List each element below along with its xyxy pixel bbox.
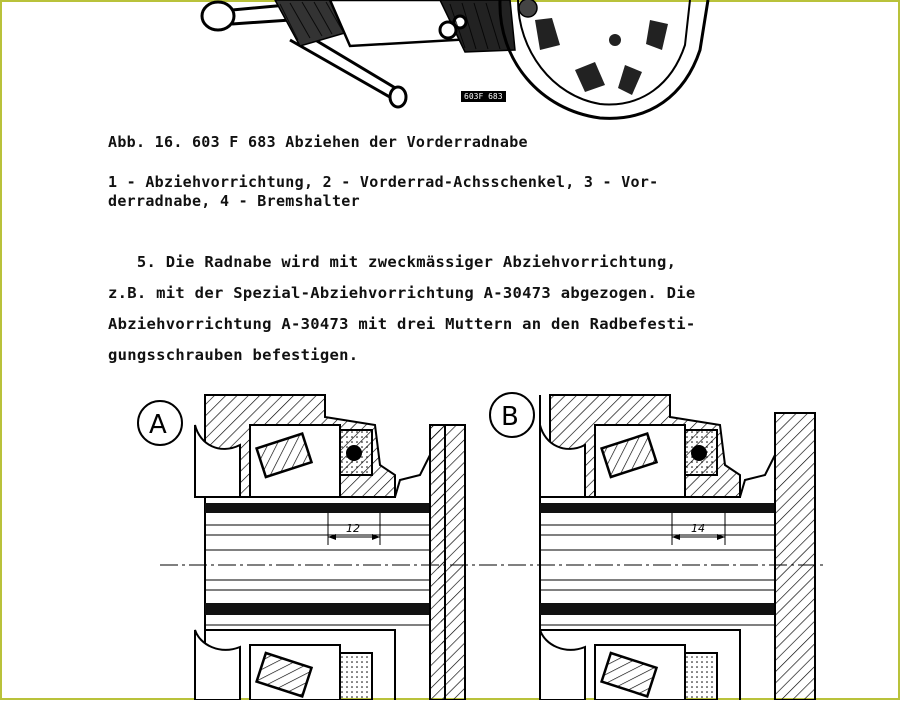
- legend-line: derradnabe, 4 - Bremshalter: [108, 192, 360, 210]
- diagram-a-dimension: 12: [346, 522, 360, 535]
- diagram-a: [138, 395, 465, 700]
- instruction-paragraph: [108, 247, 868, 371]
- figure-caption: Abb. 16. 603 F 683 Abziehen der Vorderradnabe: [108, 133, 528, 151]
- diagram-b-dimension: 14: [691, 522, 705, 535]
- hub-puller-illustration: [180, 0, 720, 122]
- paragraph-line: z.B. mit der Spezial-Abziehvorrichtung A-30473 abgezogen. Die: [108, 284, 696, 302]
- bearing-cross-section-figure: [100, 385, 840, 700]
- figure-reference-code: 603F 683: [461, 91, 506, 102]
- legend-line: 1 - Abziehvorrichtung, 2 - Vorderrad-Achsschenkel, 3 - Vor-: [108, 173, 659, 191]
- diagram-b: [490, 393, 815, 700]
- paragraph-line: 5. Die Radnabe wird mit zweckmässiger Abziehvorrichtung,: [108, 253, 677, 271]
- figure-legend: [108, 173, 828, 211]
- diagram-a-label: A: [149, 410, 167, 440]
- diagram-b-label: B: [501, 402, 519, 432]
- paragraph-line: gungsschrauben befestigen.: [108, 346, 359, 364]
- paragraph-line: Abziehvorrichtung A-30473 mit drei Muttern an den Radbefesti-: [108, 315, 696, 333]
